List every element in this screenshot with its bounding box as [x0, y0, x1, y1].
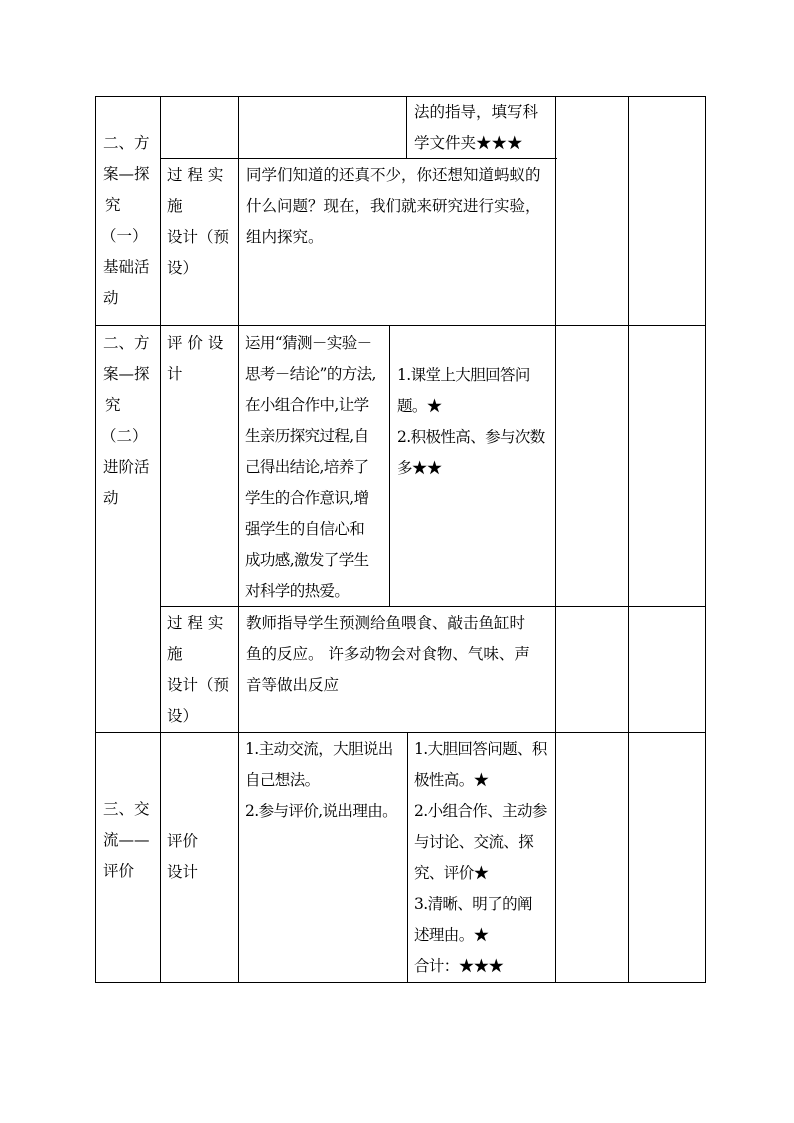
process-implementation-text: 同学们知道的还真不少，你还想知道蚂蚁的 什么问题？现在，我们就来研究进行实验， 组内探究。 [246, 166, 541, 246]
lesson-plan-table [95, 96, 706, 983]
evaluation-criteria: 1.课堂上大胆回答问 题。★ 2.积极性高、参与次数 多★★ [397, 366, 545, 477]
section-title-advanced: 二、方 案—探 究 （二） 进阶活 动 [101, 334, 150, 507]
section-divider [95, 325, 706, 326]
table-border-top [95, 96, 706, 97]
column-divider [555, 96, 556, 983]
section-divider [95, 732, 706, 733]
table-border-bottom [95, 982, 706, 983]
column-divider [407, 732, 408, 983]
column-divider [389, 325, 390, 606]
column-divider [406, 96, 407, 158]
evaluation-criteria: 1.大胆回答问题、积 极性高。★ 2.小组合作、主动参 与讨论、交流、探 究、评价★ 3.清晰、明了的阐 述理由。★ 合计：★★★ [414, 740, 547, 975]
column-divider [160, 96, 161, 983]
section-title-communication: 三、交 流—— 评价 [103, 800, 150, 880]
table-border-right [705, 96, 706, 983]
column-divider [238, 96, 239, 983]
table-border-left [95, 96, 96, 983]
row-divider [160, 606, 706, 607]
process-implementation-label: 过 程 实 施 设计（预 设） [167, 166, 230, 277]
student-activity: 1.主动交流，大胆说出 自己想法。 2.参与评价,说出理由。 [245, 740, 398, 820]
evaluation-design-text: 运用“猜测－实验－ 思考－结论”的方法, 在小组合作中,让学 生亲历探究过程,自 己得出结论,培养了 学生的合作意识,增 强学生的自信心和 成功感,激发了学生 对科学的热爱。 [245, 334, 376, 600]
section-title-basic: 二、方 案—探 究 （一） 基础活 动 [101, 134, 150, 307]
column-divider [628, 96, 629, 983]
evaluation-design-label: 评 价 设 计 [167, 334, 224, 383]
evaluation-criteria-continued: 法的指导，填写科 学文件夹★★★ [414, 103, 539, 152]
process-implementation-label: 过 程 实 施 设计（预 设） [167, 614, 230, 725]
process-implementation-text: 教师指导学生预测给鱼喂食、敲击鱼缸时 鱼的反应。 许多动物会对食物、气味、声 音等做出反应 [246, 614, 530, 694]
evaluation-design-label: 评价 设计 [167, 832, 199, 881]
